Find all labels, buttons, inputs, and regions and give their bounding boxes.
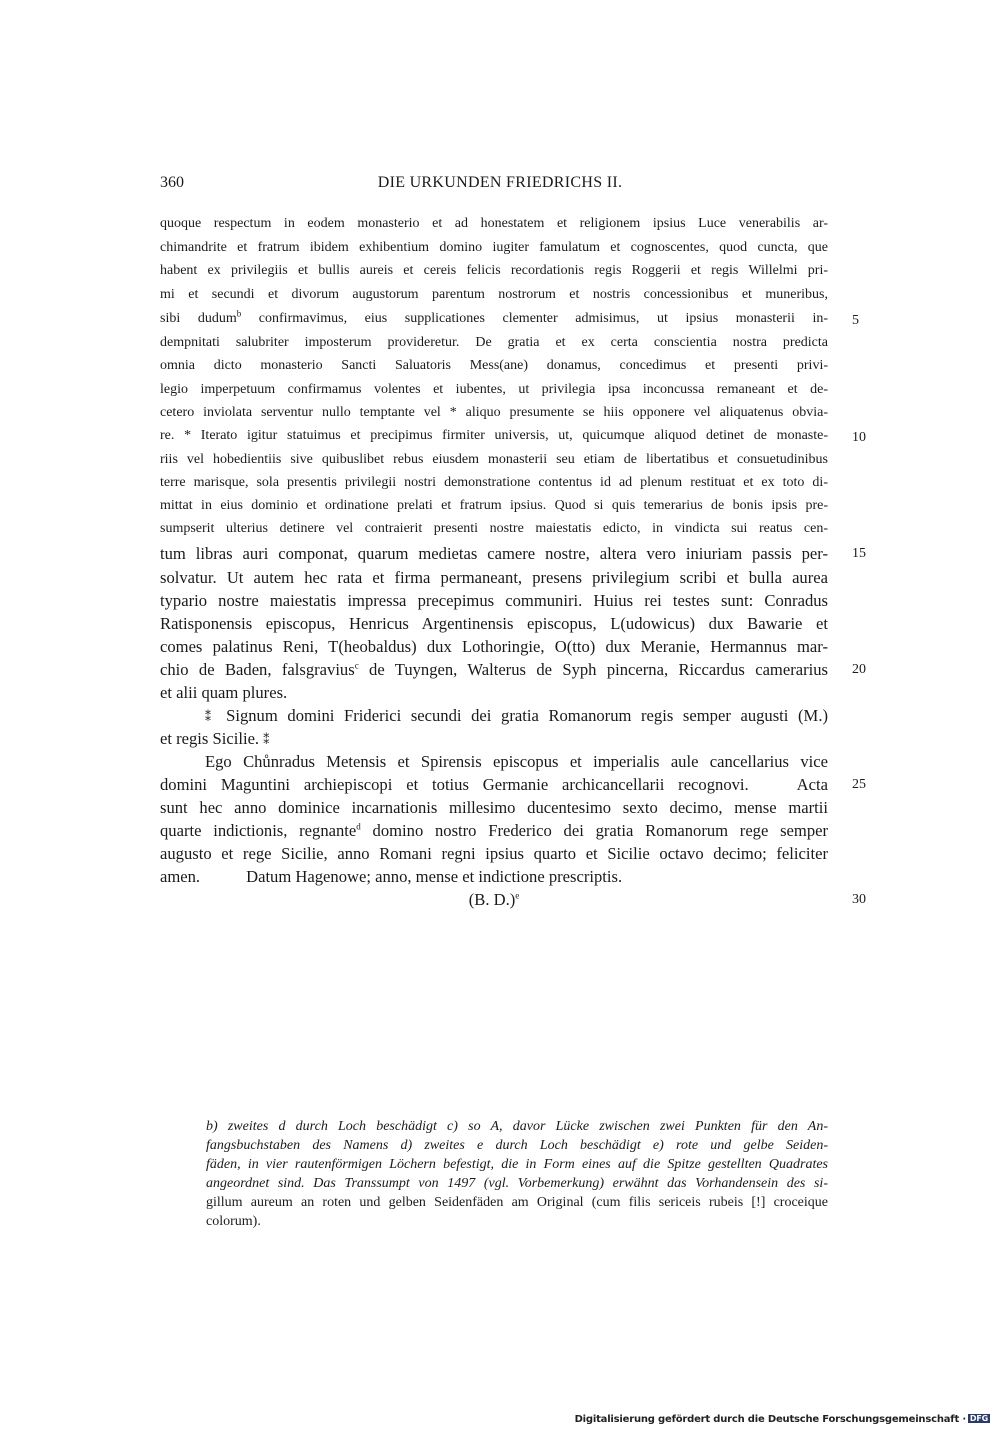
text-segment: chio de Baden, falsgravius xyxy=(160,660,355,679)
line-number: 15 xyxy=(852,546,866,561)
text-line-15: tum libras auri componat, quarum medietas camere nostre, altera vero iniuriam passis per- xyxy=(160,544,828,563)
text-line-24: Ego Chůnradus Metensis et Spirensis episcopus et imperialis aule cancellarius vice xyxy=(205,752,828,771)
text-segment: confirmavimus, eius supplicationes clementer admisimus, ut ipsius monasterii in- xyxy=(241,311,828,326)
text-line-8: legio imperpetuum confirmamus volentes et iubentes, ut privilegia ipsa inconcussa remaneant et de- xyxy=(160,382,828,397)
text-line-2: chimandrite et fratrum ibidem exhibentium domino iugiter famulatum et cognoscentes, quod cuncta, que xyxy=(160,240,828,255)
footnote-line: b) zweites d durch Loch beschädigt c) so A, davor Lücke zwischen zwei Punkten für den An- xyxy=(206,1119,828,1134)
footnote-mark-b: b xyxy=(236,308,242,319)
text-line-11: riis vel hobedientiis sive quibuslibet rebus eiusdem monasterii seu etiam de libertatibus et consuetudinibus xyxy=(160,452,828,467)
line-number: 5 xyxy=(852,313,859,328)
line-number: 30 xyxy=(852,892,866,907)
text-segment: domini Maguntini archiepiscopi et totius Germanie archicancellarii recognovi. xyxy=(160,775,749,794)
text-segment: de Tuyngen, Walterus de Syph pincerna, Riccardus camerarius xyxy=(358,660,828,679)
text-line-23 xyxy=(160,729,828,749)
text-line-1: quoque respectum in eodem monasterio et ad honestatem et religionem ipsius Luce venerabilis ar- xyxy=(160,216,828,231)
text-line-29 xyxy=(160,867,828,887)
text-line-7: omnia dicto monasterio Sancti Saluatoris Mess(ane) donamus, concedimus et presenti privi- xyxy=(160,358,828,373)
text-segment: amen. xyxy=(160,867,201,886)
text-line-25 xyxy=(160,775,828,795)
text-line-30 xyxy=(160,890,828,910)
text-segment: (B. D.) xyxy=(468,890,516,909)
text-line-28: augusto et rege Sicilie, anno Romani regni ipsius quarto et Sicilie octavo decimo; feliciter xyxy=(160,844,828,863)
text-line-21: et alii quam plures. xyxy=(160,683,288,702)
dfg-logo-icon: DFG xyxy=(969,1414,988,1423)
text-line-27 xyxy=(160,821,828,841)
text-line-6: dempnitati salubriter imposterum provideretur. De gratia et ex certa conscientia nostra predicta xyxy=(160,335,828,350)
footnote-line: angeordnet sind. Das Transsumpt von 1497 (vgl. Vorbemerkung) erwähnt das Vorhandensein des si- xyxy=(206,1176,828,1191)
text-segment: domino nostro Frederico dei gratia Romanorum rege semper xyxy=(360,821,829,840)
credit-text: Digitalisierung gefördert durch die Deutsche Forschungsgemeinschaft · xyxy=(574,1414,966,1425)
text-segment: Datum Hagenowe; anno, mense et indictione prescriptis. xyxy=(246,867,623,886)
text-segment: sibi dudum xyxy=(160,311,237,326)
footnote-line: colorum). xyxy=(206,1214,261,1229)
text-line-17: typario nostre maiestatis impressa precepimus communiri. Huius rei testes sunt: Conradus xyxy=(160,591,828,610)
page-number: 360 xyxy=(160,174,184,191)
text-line-13: mittat in eius dominio et ordinatione prelati et fratrum ipsius. Quod si quis temerarius de bonis ipsis pre- xyxy=(160,498,828,513)
text-line-16: solvatur. Ut autem hec rata et firma permaneant, presens privilegium scribi et bulla aurea xyxy=(160,568,828,587)
text-line-14: sumpserit ulterius detinere vel contraierit presenti nostre maiestatis edicto, in vindicta sui reatus cen- xyxy=(160,521,828,536)
text-segment: et regis Sicilie. xyxy=(160,729,260,748)
text-line-5 xyxy=(160,308,828,327)
text-segment: Signum domini Friderici secundi dei gratia Romanorum regis semper augusti (M.) xyxy=(226,706,828,725)
footnote-mark-d: d xyxy=(356,821,361,832)
footnote-mark-c: c xyxy=(354,660,359,671)
cross-icon: ⁑ xyxy=(263,733,270,747)
text-segment: Acta xyxy=(796,775,828,794)
text-line-3: habent ex privilegiis et bullis aureis et cereis felicis recordationis regis Roggerii et regis Willelmi pri- xyxy=(160,263,828,278)
digitization-credit xyxy=(575,1414,990,1425)
running-head: DIE URKUNDEN FRIEDRICHS II. xyxy=(377,174,623,191)
line-number: 20 xyxy=(852,662,866,677)
text-line-10: re. * Iterato igitur statuimus et precipimus firmiter universis, ut, quicumque aliquod detinet de monaste- xyxy=(160,428,828,443)
text-segment: quarte indictionis, regnante xyxy=(160,821,357,840)
text-line-4: mi et secundi et divorum augustorum parentum nostrorum et nostris concessionibus et muneribus, xyxy=(160,287,828,302)
text-line-26: sunt hec anno dominice incarnationis millesimo ducentesimo sexto decimo, mense martii xyxy=(160,798,828,817)
footnote-line: fangsbuchstaben des Namens d) zweites e durch Loch beschädigt e) rote und gelbe Seiden- xyxy=(206,1138,828,1153)
cross-icon: ⁑ xyxy=(205,710,217,724)
line-number: 10 xyxy=(852,430,866,445)
footnote-mark-e: e xyxy=(515,890,520,901)
text-line-9: cetero inviolata serventur nullo temptante vel * aliquo presumente se hiis opponere vel aliquatenus obvia- xyxy=(160,405,828,420)
line-number: 25 xyxy=(852,777,866,792)
footnote-line: fäden, in vier rautenförmigen Löchern befestigt, die in Form eines auf die Spitze gestellten Quadrates xyxy=(206,1157,828,1172)
text-line-20 xyxy=(160,660,828,680)
text-line-18: Ratisponensis episcopus, Henricus Argentinensis episcopus, L(udowicus) dux Bawarie et xyxy=(160,614,828,633)
text-line-19: comes palatinus Reni, T(heobaldus) dux Lothoringie, O(tto) dux Meranie, Hermannus mar- xyxy=(160,637,828,656)
text-line-22 xyxy=(205,706,828,726)
footnote-line: gillum aureum an roten und gelben Seidenfäden am Original (cum filis sericeis rubeis [!] croceique xyxy=(206,1195,828,1210)
text-line-12: terre marisque, sola presentis privilegii nostri demonstratione contentus id ad plenum restituat et ex toto di- xyxy=(160,475,828,490)
